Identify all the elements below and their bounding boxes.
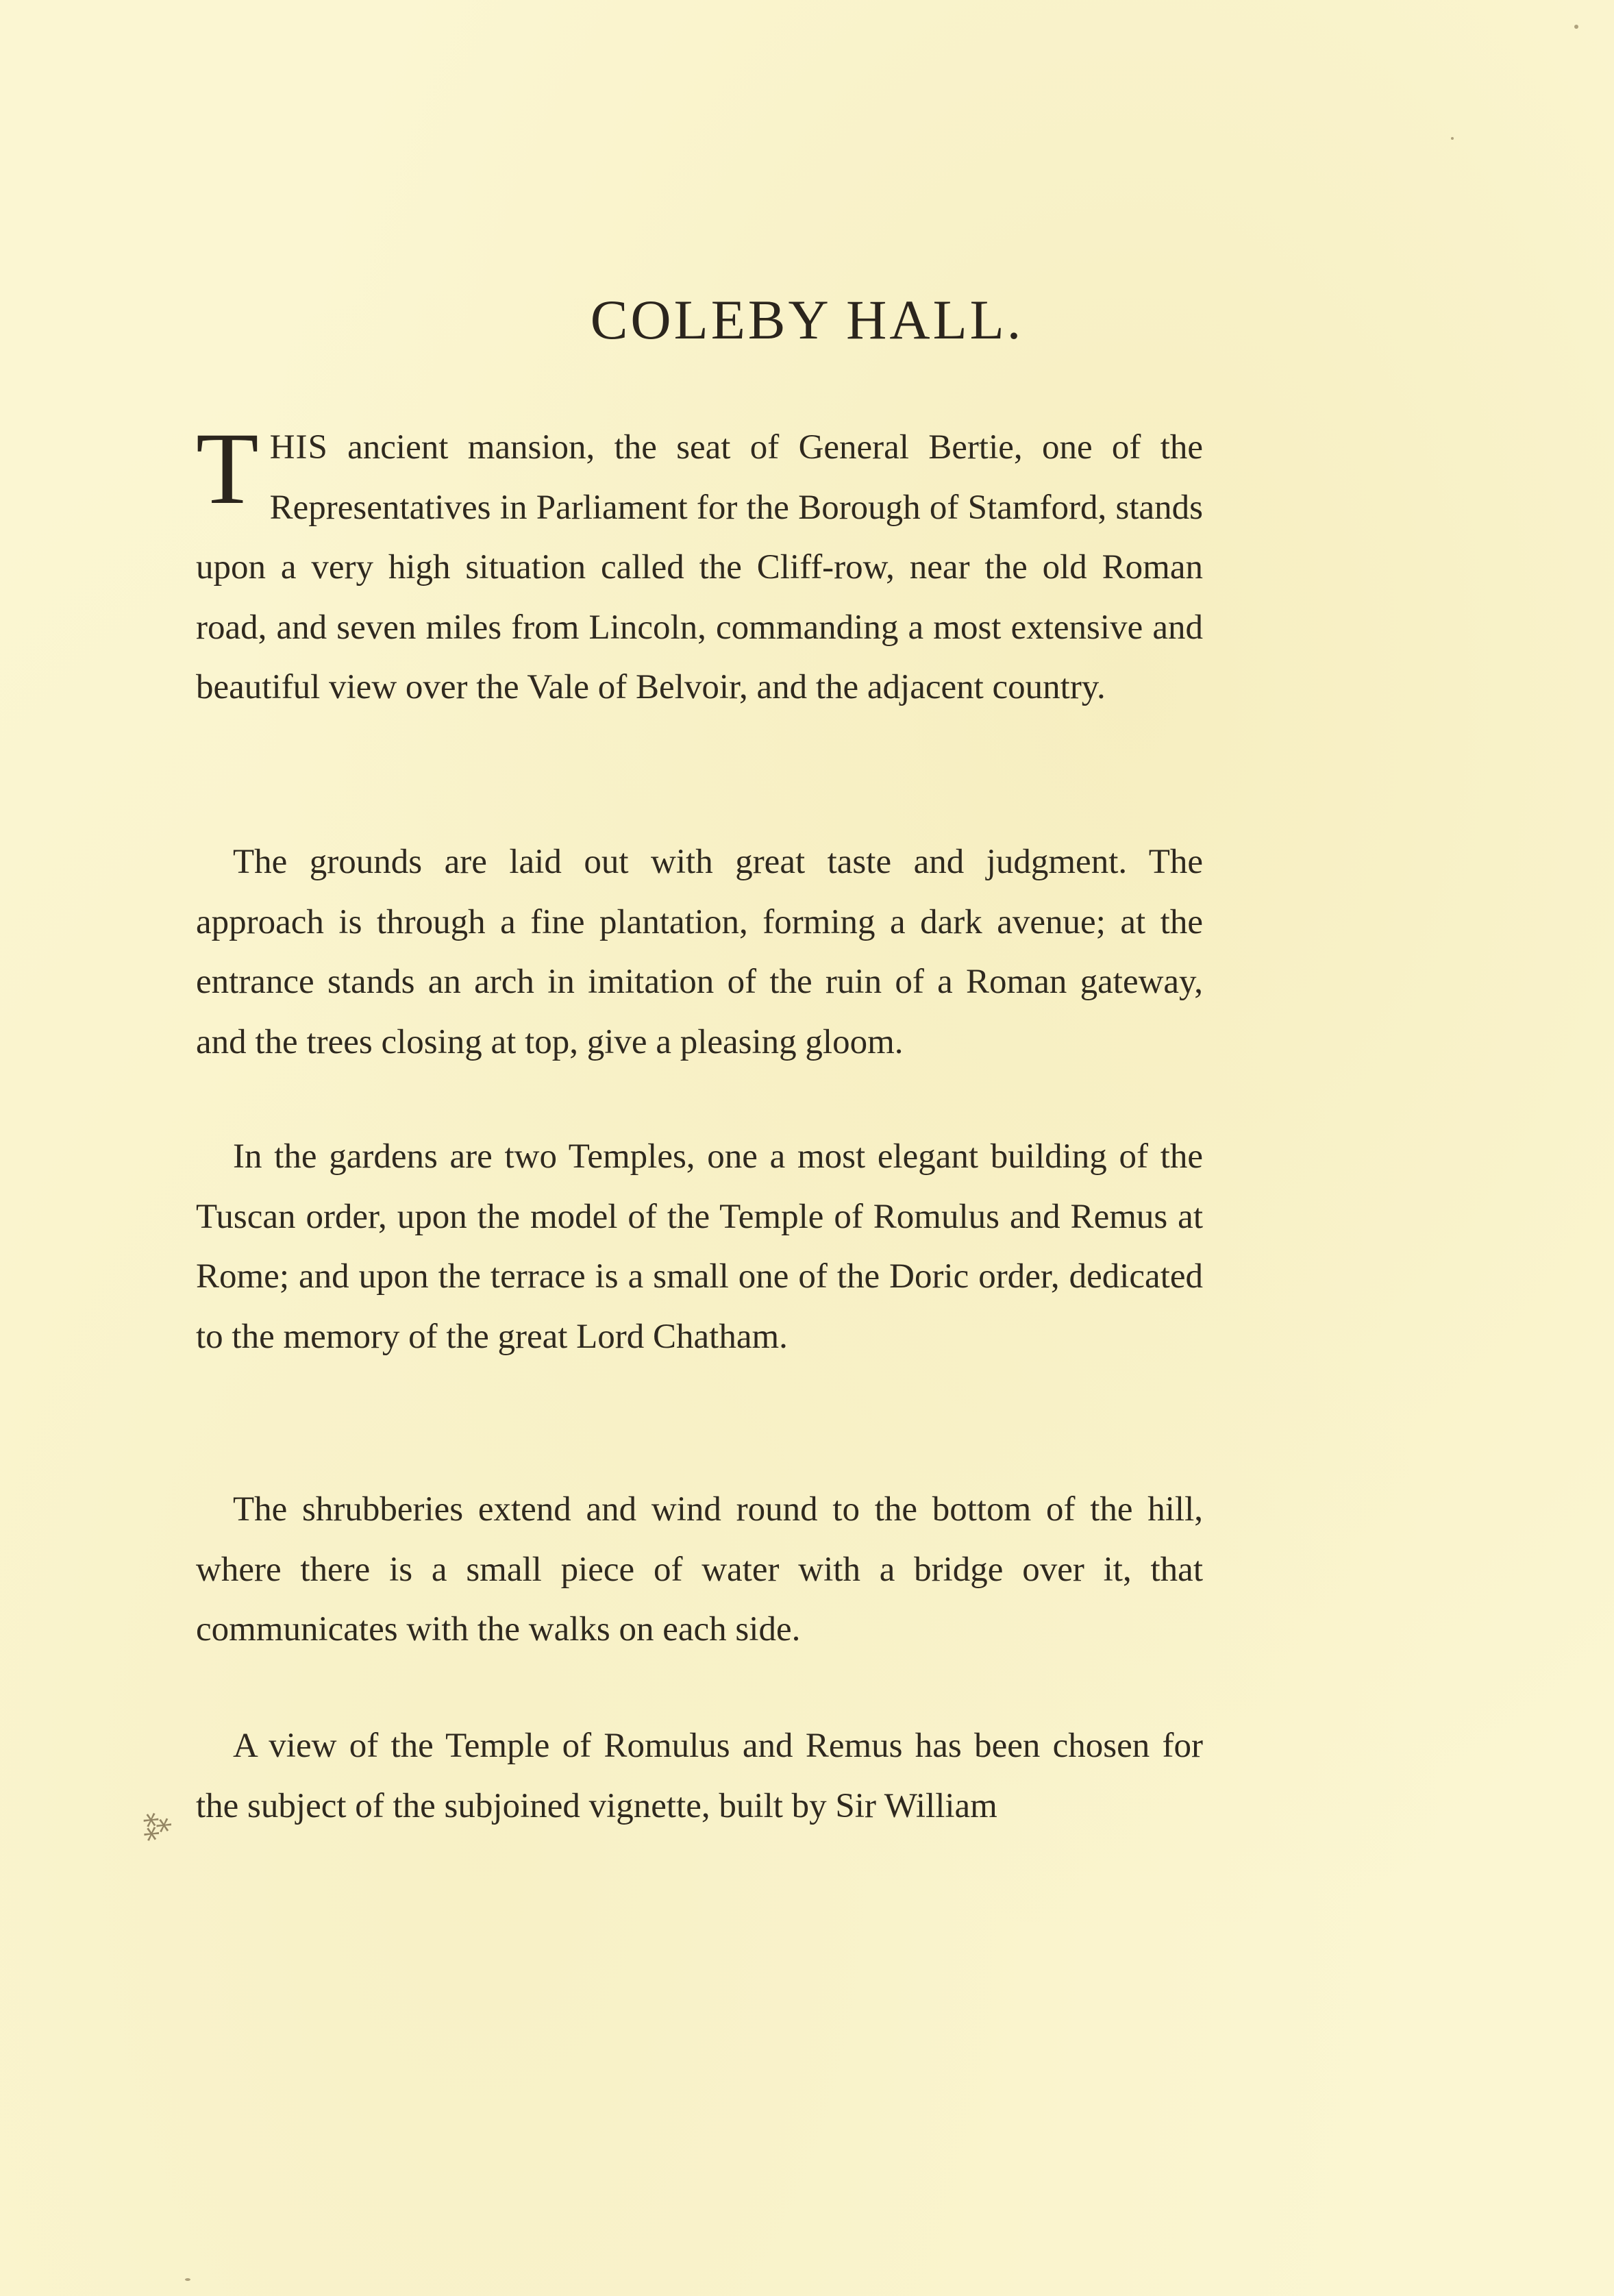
paragraph-2-text: The grounds are laid out with great taste and judgment. The approach is through a fine plantation, forming a dark avenue; at the entrance stands an arch in imitation of the ruin of a Roman gateway, and the trees closing at top, give a pleasing gloom. — [196, 843, 1203, 1061]
paragraph-4 — [196, 1480, 1203, 1660]
paragraph-1-text — [196, 412, 1203, 718]
paragraph-5 — [196, 1716, 1203, 1836]
paper-speck — [185, 2278, 190, 2281]
paragraph-1 — [196, 412, 1203, 718]
page-title: COLEBY HALL. — [590, 288, 1024, 351]
first-word-rest: HIS — [269, 428, 328, 467]
paragraph-3 — [196, 1127, 1203, 1367]
paragraph-5-text: A view of the Temple of Romulus and Remus has been chosen for the subject of the subjoined vignette, built by Sir William — [196, 1727, 1203, 1825]
paragraph-4-text: The shrubberies extend and wind round to the bottom of the hill, where there is a small piece of water with a bridge over it, that communicates with the walks on each side. — [196, 1490, 1203, 1649]
paragraph-1-body: ancient mansion, the seat of General Bertie, one of the Representatives in Parliament for the Borough of Stamford, stands upon a very high situation called the Cliff-row, near the old Roman road, and seven miles from Lincoln, commanding a most extensive and beautiful view over the Vale of Belvoir, and the adjacent country. — [196, 428, 1203, 706]
paper-speck — [1451, 137, 1454, 140]
paragraph-2 — [196, 832, 1203, 1072]
margin-mark-icon: ⁂ — [133, 1803, 178, 1849]
paragraph-3-text: In the gardens are two Temples, one a most elegant building of the Tuscan order, upon the model of the Temple of Romulus and Remus at Rome; and upon the terrace is a small one of the Doric order, dedicated to the memory of the great Lord Chatham. — [196, 1137, 1203, 1356]
drop-cap: T — [196, 412, 259, 526]
paper-speck — [1574, 25, 1578, 29]
